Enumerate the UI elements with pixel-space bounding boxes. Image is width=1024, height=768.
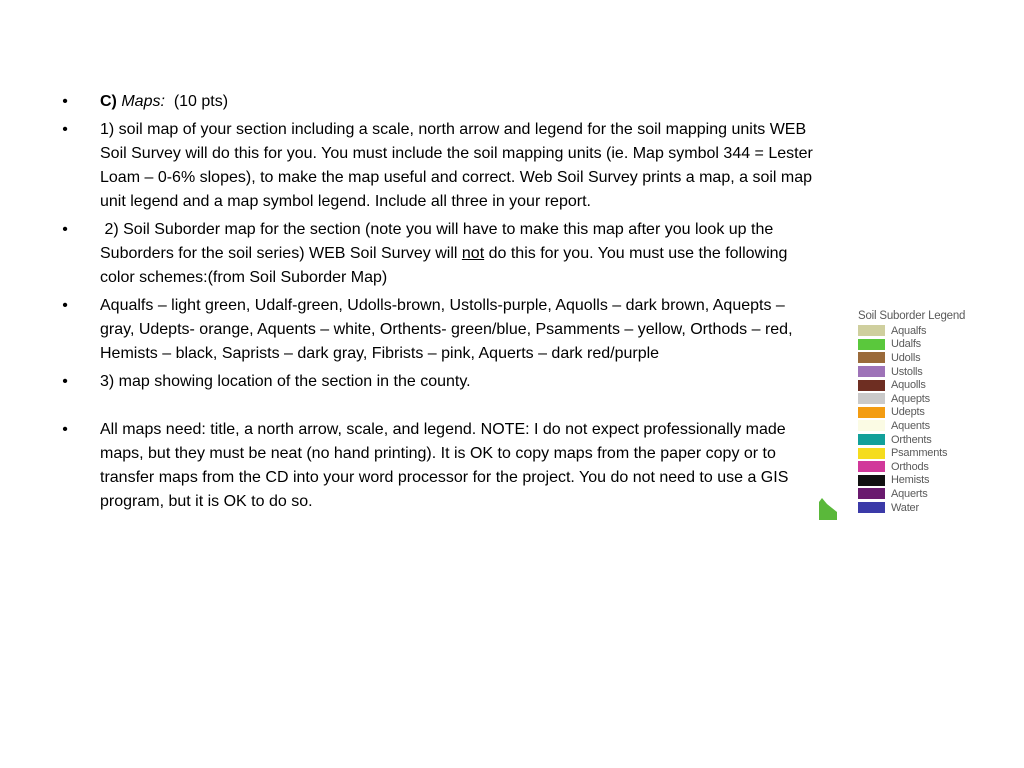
legend-label: Psamments <box>891 447 948 460</box>
legend-label: Ustolls <box>891 365 923 378</box>
legend-row-psamments <box>858 446 992 460</box>
bullet-mark: • <box>62 93 68 110</box>
legend-row-aquerts <box>858 487 992 501</box>
section-title: Maps: <box>121 93 165 110</box>
legend-swatch <box>858 393 885 404</box>
item-text-underlined: not <box>461 245 485 262</box>
item-text: 3) map showing location of the section in the county. <box>100 373 471 390</box>
legend-row-orthents <box>858 433 992 447</box>
bullet-mark: • <box>62 221 68 238</box>
legend-label: Aquerts <box>891 487 928 500</box>
legend-row-udepts <box>858 406 992 420</box>
item-text-before: 2) Soil Suborder map for the section (note you will have to make this map after you look up the Suborders for the soil series) WEB Soil Survey will <box>100 221 774 262</box>
legend-swatch <box>858 502 885 513</box>
legend-row-ustolls <box>858 365 992 379</box>
legend-label: Aquents <box>891 419 930 432</box>
item-text: Aqualfs – light green, Udalf-green, Udolls-brown, Ustolls-purple, Aquolls – dark brown, Aquepts – gray, Udepts- orange, Aquents – white, Orthents- green/blue, Psamments – yellow, Orthods – red, Hemists – black, Saprists – dark gray, Fibrists – pink, Aquerts – dark red/purple <box>100 297 793 362</box>
bullet-mark: • <box>62 121 68 138</box>
legend-swatch <box>858 475 885 486</box>
legend-row-udolls <box>858 351 992 365</box>
legend-label: Water <box>891 501 919 514</box>
legend-swatch <box>858 325 885 336</box>
legend-row-orthods <box>858 460 992 474</box>
legend-row-aquents <box>858 419 992 433</box>
legend-label: Udolls <box>891 351 921 364</box>
legend-title: Soil Suborder Legend <box>858 310 966 322</box>
legend-row-aquepts <box>858 392 992 406</box>
legend-swatch <box>858 434 885 445</box>
legend-swatch <box>858 380 885 391</box>
legend-rows <box>858 324 992 514</box>
legend-row-aquolls <box>858 378 992 392</box>
legend-swatch <box>858 407 885 418</box>
legend-row-aqualfs <box>858 324 992 338</box>
bullet-item-requirements <box>58 418 820 514</box>
legend-label: Aqualfs <box>891 324 927 337</box>
bullet-list <box>58 90 820 518</box>
bullet-item-color-schemes <box>58 294 820 366</box>
legend-swatch <box>858 488 885 499</box>
legend-row-hemists <box>858 474 992 488</box>
legend-label: Udepts <box>891 406 925 419</box>
bullet-item-county-map <box>58 370 820 394</box>
legend-label: Hemists <box>891 474 930 487</box>
legend-row-udalfs <box>858 338 992 352</box>
legend-swatch <box>858 420 885 431</box>
map-fragment-shape <box>819 498 837 520</box>
item-text-after: do this for you. You must use the following color schemes:(from Soil Suborder Map) <box>100 245 788 286</box>
legend-label: Orthods <box>891 460 929 473</box>
item-text: All maps need: title, a north arrow, scale, and legend. NOTE: I do not expect professionally made maps, but they must be neat (no hand printing). It is OK to copy maps from the paper copy or to transfer maps from the CD into your word processor for the project. You do not need to use a GIS program, but it is OK to do so. <box>100 421 789 510</box>
legend-label: Aquepts <box>891 392 930 405</box>
bullet-item-soil-map <box>58 118 820 214</box>
bullet-mark: • <box>62 421 68 438</box>
legend-swatch <box>858 366 885 377</box>
legend-row-water <box>858 501 992 515</box>
section-label: C) <box>100 93 117 110</box>
item-text: 1) soil map of your section including a scale, north arrow and legend for the soil mapping units WEB Soil Survey will do this for you. You must include the soil mapping units (ie. Map symbol 344 = Lester Loam – 0-6% slopes), to make the map useful and correct. Web Soil Survey prints a map, a soil map unit legend and a map symbol legend. Include all three in your report. <box>100 121 813 210</box>
legend-label: Aquolls <box>891 379 926 392</box>
map-fragment-image <box>819 498 837 520</box>
legend-label: Orthents <box>891 433 932 446</box>
bullet-mark: • <box>62 297 68 314</box>
legend-swatch <box>858 461 885 472</box>
legend-swatch <box>858 448 885 459</box>
section-points: (10 pts) <box>173 93 229 110</box>
soil-suborder-legend <box>858 309 992 514</box>
legend-swatch <box>858 352 885 363</box>
bullet-mark: • <box>62 373 68 390</box>
bullet-item-maps-heading <box>58 90 820 114</box>
legend-label: Udalfs <box>891 338 921 351</box>
bullet-item-suborder-map <box>58 218 820 290</box>
legend-swatch <box>858 339 885 350</box>
